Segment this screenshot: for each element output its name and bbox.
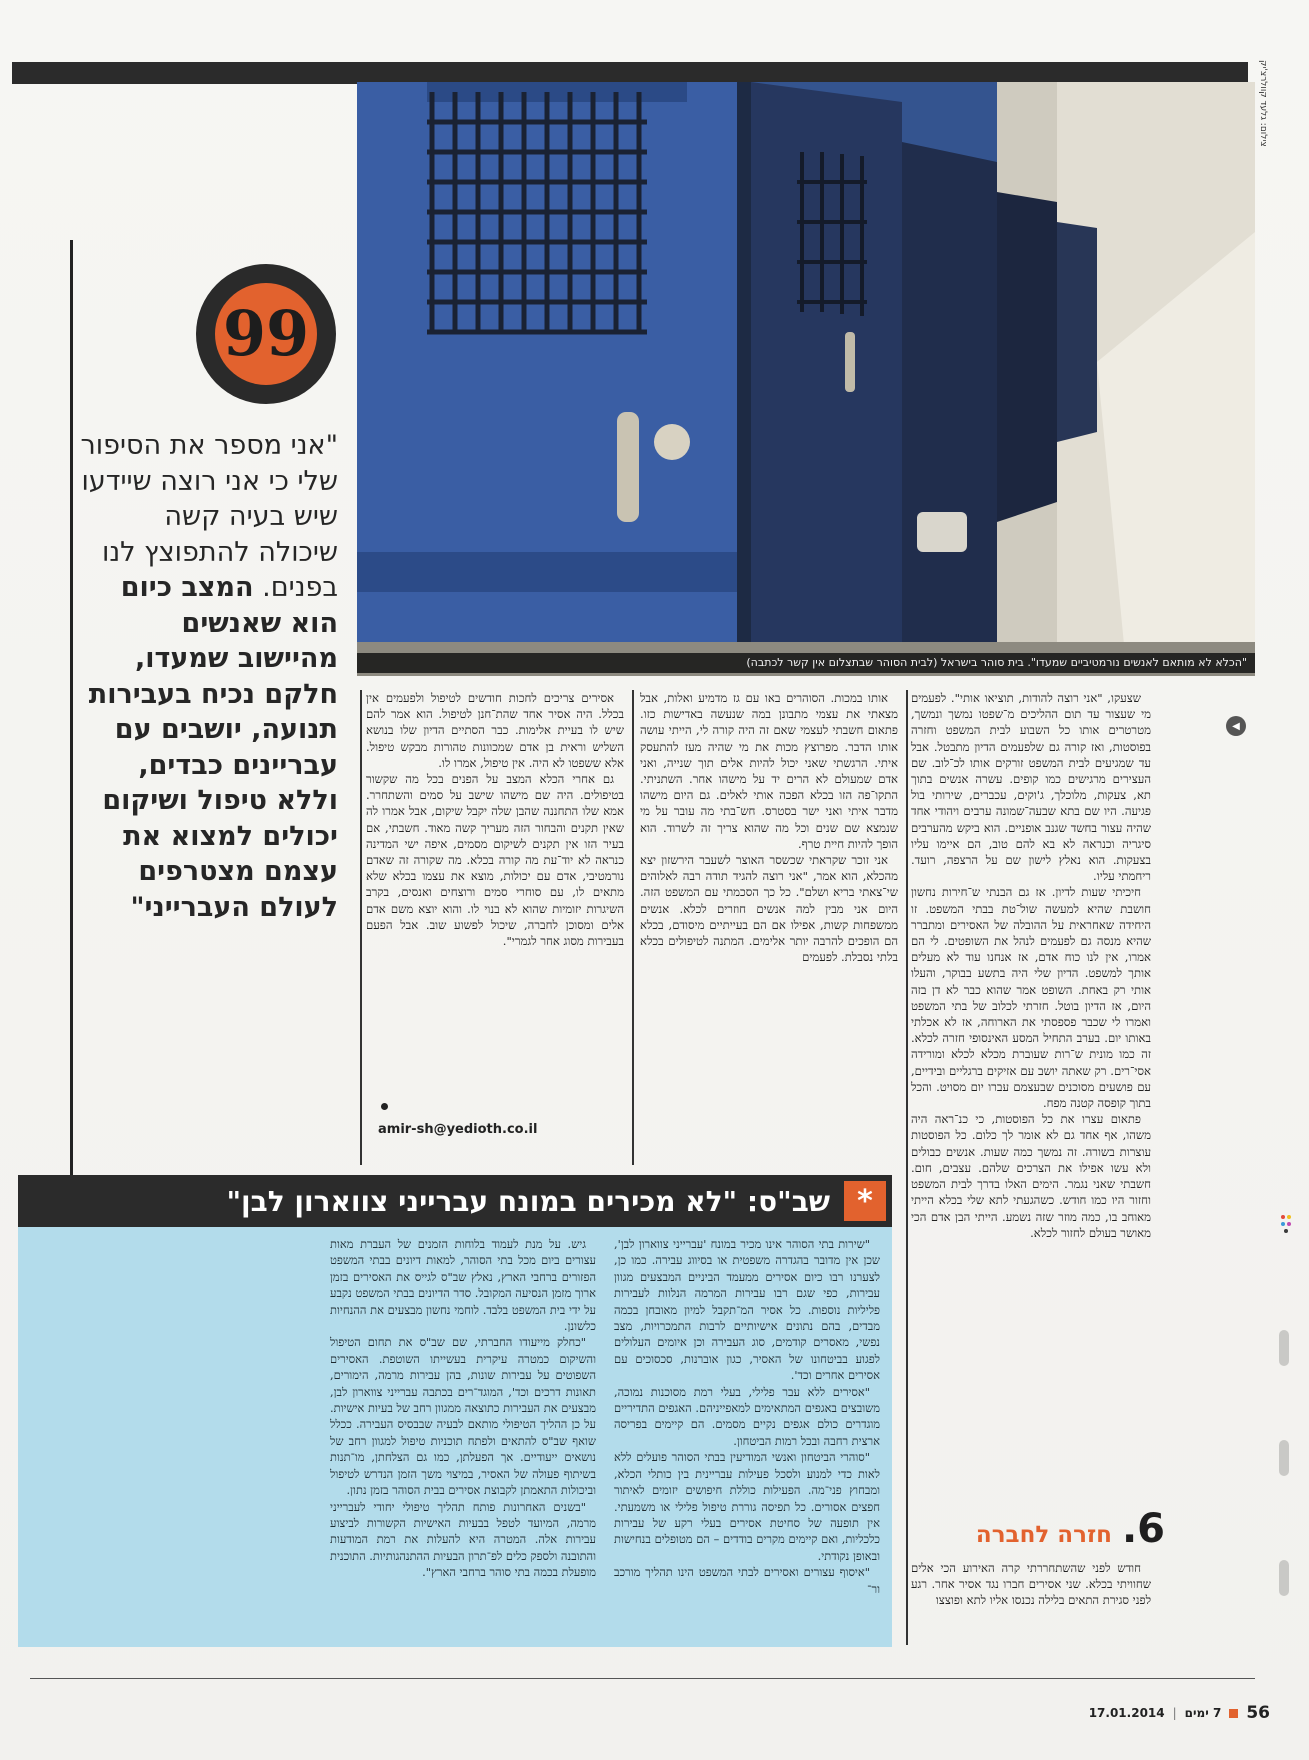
footer-separator: |: [1172, 1706, 1177, 1720]
page-footer: [1030, 1702, 1270, 1724]
article-paragraph: שצעקו, "אני רוצה להודות, תוציאו אותי". לפעמים מי שעצור עד תום ההליכים מ־שפטו נמשך ונמשך, מטרטרים אותו כל השבוע לבית המשפט וחזרה בפוסטות, ואז קורה גם שלפעמים הדיון מתבטל. אבל עד שמגיעים לבית המשפט זורקים אותו לכ־לוב. שם העצירים מרגישים כמו קופים. עשרה אנשים בתוך תא, צעקות, מלוכלך, ג'וקים, עכברים, שירותי בול פגיעה. היו שם בתא שבעה־שמונה ערבים ויהודי אחד שהיה עצור בחשד שגנב אופניים. הוא ביקש מהערבים סיגריה וכנראה לא בא להם טוב, הם איימו עליו בצעקות. הוא נאלץ לישון שם על הרצפה, רועד. ריחמתי עליו.: [911, 691, 1151, 884]
photo-caption: "הכלא לא מותאם לאנשים נורמטיביים שמעדו". בית סוהר בישראל (לבית הסוהר שבתצלום אין קשר לכתבה): [357, 653, 1255, 673]
article-column-2: [640, 690, 898, 1140]
article-paragraph: גם אחרי הכלא המצב על הפנים בכל מה שקשור בטיפולים. היה שם מישהו שישב על סמים והשתחרר. אמא שלו התחננה שהבן שלה יקבל שיקום, אבל אמרו לה שאין תקנים והבחור הזה מעריך קשה מאוד. חשבתי, אם בעיר הזו אין תקנים לשיקום מסמים, איפה ישי המדינה כנראה לא יוד־עת מה קורה בכלא. מה שקורה זה שאדם נורמטיבי, אדם עם יכולות, מוצא את עצמו בכלא שלא מתאים לו, עם סוחרי סמים ורוצחים ואנסים, בקרב השיגרות יזומיות שהוא לא בנוי לו. והוא יוצא משם אדם אלים ומסוכן לחברה, שיכול לפשוע שוב. אבל הפעם בעבירות מסוג אחר לגמרי".: [366, 772, 624, 949]
magazine-name: 7 ימים: [1184, 1706, 1222, 1720]
photo-illustration: [357, 82, 1255, 676]
edge-mark: [1279, 1560, 1289, 1596]
top-bar: [12, 62, 1248, 84]
column-rule: [360, 690, 362, 1165]
sidebar-column-1: [614, 1236, 880, 1636]
sidebar-paragraph: "שירות בתי הסוהר אינו מכיר במונח 'עברייני צווארון לבן', שכן אין מדובר בהגדרה משפטית או בסיווג עבירה. כמו כן, לצערנו רבו כיום אסירים ממעמד הביניים המבצעים מגוון עבירות, כפי שגם רבו עבירות המרמה הנלוות לעבירות פליליות נוספות. כל אסיר המ־תקבל למיון מאובחן בכמה מבדים, בהם נתונים אישיותיים לרבות התמכרויות, מצב נפשי, מאסרים קודמים, סוג העבירה וכן איומים העלולים לפגוע בביטחונו של האסיר, כגון אוברנות, סכסוכים עם אסירים אחרים וכד'.: [614, 1237, 880, 1383]
article-paragraph: פתאום עצרו את כל הפוסטות, כי כנ־ראה היה משהו, אף אחד גם לא אומר לך כלום. כל הפוסטות עוצרות בשורה. זה נמשך כמה שעות. אנשים כבולים ולא עשו אפילו את הצרכים שלהם. עצבים, חום. חשבתי שאני נגמר. הימים האלו בדרך לבית המשפט וחזור היו כמו חודש. כשהגעתי לתא שלי בכלא הייתי מאוחב בו, כמה מוזר שזה נשמע. הייתי הבן אדם הכי מאושר בעולם לחזור לכלא.: [911, 1112, 1151, 1240]
square-icon: [1229, 1709, 1238, 1718]
edge-mark: [1279, 1440, 1289, 1476]
section-body: [911, 1560, 1151, 1660]
article-paragraph: אסירים צריכים לחכות חודשים לטיפול ולפעמים אין בכלל. היה אסיר אחד שהת־חנן לטיפול. הוא אמר להם שיש לו בעיית אלימות. כבר הסתיים הדיון שלו בנושא השליש וראית בן אדם שמכוונות טהורות מבקש טיפול. אלא ששפטו לא היה. אין טיפול, אמרו לו.: [366, 691, 624, 770]
article-paragraph: אני זוכר שקראתי שכשסר האוצר לשעבר הירשזון יצא מהכלא, הוא אמר, "אני רוצה להגיד תודה רבה לאלוהים שי־צאתי בריא ושלם". כל כך הסכמתי עם המשפט הזה. היום אני מבין למה אנשים חוזרים לכלא. אנשים ממשפחות קשות, אפילו אם הם בעייתיים מיסודם, בכלא הם הופכים להרבה יותר אלימים. המתנה לטיפולים בכלא בלתי נסבלת. לפעמים: [640, 853, 898, 965]
sidebar-paragraph: "סוהרי הביטחון ואנשי המודיעין בבתי הסוהר פועלים ללא לאות כדי למנוע ולסכל פעילות עבריינית בין כותלי הכלא, ומבחוץ פני־מה. הפעילות כוללת חיפושים יזומים לאיתור חפצים אסורים. כל תפיסה גוררת טיפול פלילי או משמעתי. אין תופעה של סחיטת אסירים בעלי רקע של עבירות כלכליות, ואם קיימים מקרים בודדים – הם מטופלים בנחישות ובאופן נקודתי.: [614, 1450, 880, 1563]
sidebar-header: [18, 1175, 892, 1227]
article-column-1: [911, 690, 1151, 1540]
registration-dots-icon: [1281, 1215, 1295, 1235]
issue-date: 17.01.2014: [1088, 1706, 1165, 1720]
sidebar-column-3: [40, 1236, 312, 1636]
footer-rule: [30, 1678, 1255, 1679]
play-icon: ◀: [1226, 716, 1246, 736]
sidebar-paragraph: "אסירים ללא עבר פלילי, בעלי רמת מסוכנות נמוכה, משובצים באגפים המתאימים למאפייניהם. האגפים התדיריים מוגדרים כולם אגפים נקיים מסמים. הם קיימים בפריסה ארצית רחבה ובכל רמות הביטחון.: [614, 1384, 880, 1448]
section-title: חזרה לחברה: [975, 1522, 1112, 1548]
quote-badge: [196, 264, 336, 404]
article-column-3: [366, 690, 624, 1110]
sidebar-paragraph: "כחלק מייעודו החברתי, שם שב"ס את תחום הטיפול והשיקום כמטרה עיקרית בעשייתו השוטפת. האסירים השפוטים על עבירות שונות, בהן עבירות מרמה, הימורים, תאונות דרכים וכד', המוגד־רים בכתבה עברייני צווארון לבן, מבצעים את העבירות כתוצאה ממגוון רחב של בעיות אישיות. על כן ההליך הטיפולי מותאם לבעיה שבבסיס העבירה. ככלל שואף שב"ס להתאים ולפתח תוכניות טיפול למגוון רחב של נושאים ייעודיים. אך הפעלתן, כמו גם הצלחתן, מו־תנות בשיתוף פעולה של האסיר, במיצוי משך הזמן הנדרש לטיפול וביכולות התאמתן לקבוצת אסירים בבית הסוהר בזמן נתון.: [330, 1335, 596, 1498]
article-paragraph: חיכיתי שעות לדיון. אז גם הבנתי ש־חירות נחשון חושבת שהיא למעשה שול־טת בבתי המשפט. זו היחידה שאחראית על ההובלה של האסירים ומתברר שהיא מנסה גם לפעמים לנהל את השופטים. לי הם אמרו, אין לנו כוח אדם, אז אנחנו עוד לא מעלים אותך למשפט. הדיון שלי היה בתשע בבוקר, והעלו אותי רק באחת. השופט אמר שהוא כבר לא דן בזה היום, אז הדיון בוטל. חזרתי לכלוב של בתי המשפט ואמרו לי שכבר פספסתי את הארוחה, אז לא אכלתי באותו יום. בערב התחיל המסע האינסופי חזרה לכלא. זה כמו מונית ש־רות שעוברת מכלא לכלא ומורידה אסי־רים. רק שאתה יושב עם אזיקים ברגליים ובידיים, עם פושעים מסוכנים שבעצמם עברו יום מסויט. והכל בתוך קופסה קטנה מפח.: [911, 885, 1151, 1111]
article-paragraph: אותו במכות. הסוהרים באו עם גז מדמיע ואלות, אבל מצאתי את עצמי מתבונן במה שנעשה באדישות כזו. פתאום חשבתי לעצמי שאם זה היה קורה לי, הייתי עושה אותו הדבר. מפרוצץ מכות את מי שהיה מעז להתעסק איתי. הרגשתי שאני יכול להיות אלים תוך שנייה, ואני אדם שמעולם לא הרים יד על מישהו אחר. השתניתי. התקו־פה הזו בכלא הפכה אותי לאלים. גם היום מישהו מדבר איתי ואני ישר בסטרס. חש־בתי מה עובר על מי שנמצא שם שנים וכל מה שהוא צריך זה לשרוד. הוא הופך להיות חיית טרף.: [640, 691, 898, 851]
sidebar-paragraph: גיש. על מנת לעמוד בלוחות הזמנים של העברת מאות עצורים ביום מכל בתי הסוהר, למאות דיונים בבתי המשפט הפזורים ברחבי הארץ, נאלץ שב"ס לגייס את האסירים בזמן ארוך מזמן הנסיעה המקובל. סדר הדיונים בבתי המשפט נקבע על ידי בית המשפט בלבד. לוחמי נחשון מבצעים את ההנחיות כלשונן.: [330, 1237, 596, 1334]
page-number: 56: [1246, 1703, 1270, 1723]
quote-icon: 99: [215, 283, 317, 385]
pull-quote: [80, 428, 338, 925]
sidebar-title: שב"ס: "לא מכירים במונח עברייני צווארון לבן": [226, 1184, 830, 1218]
pull-quote-line-1: "אני מספר את הסיפור שלי כי אני רוצה שיידעו שיש בעיה קשה שיכולה להתפוצץ לנו בפנים.: [80, 430, 338, 603]
photo-credit: צילום: גלעד קוולרצ'יק: [1258, 60, 1268, 147]
section-heading: [915, 1506, 1165, 1552]
end-mark: [381, 1103, 388, 1110]
pull-quote-rule: [70, 240, 73, 1175]
column-rule: [906, 690, 908, 1645]
column-rule: [632, 690, 634, 1165]
section-paragraph: חודש לפני שהשתחררתי קרה האירוע הכי אלים שחוויתי בכלא. שני אסירים חברו נגד אסיר אחר. רגע לפני סגירת התאים בלילה נכנסו אליו לתא ופוצצו: [911, 1561, 1151, 1608]
prison-doors-photo: [357, 82, 1255, 676]
section-number: 6.: [1121, 1506, 1165, 1552]
sidebar-paragraph: "בשנים האחרונות פותח תהליך טיפולי יחודי לעברייני מרמה, המיועד לטפל בבעיות האישיות הקשורות לביצוע עבירות אלה. המטרה היא להעלות את רמת המודעות והתובנה ולספק כלים לפ־תרון הבעיות ההתנהגותיות. התוכנית מופעלת בכמה בתי סוהר ברחבי הארץ".: [330, 1499, 596, 1580]
pull-quote-line-2: המצב כיום הוא שאנשים מהיישוב שמעדו, חלקם נכיח בעבירות תנועה, יושבים עם עבריינים כבדים, וללא טיפול ושיקום יכולים למצוא את עצמם מצטרפים לעולם העברייני": [88, 572, 338, 923]
edge-mark: [1279, 1330, 1289, 1366]
sidebar-paragraph: "איסוף עצורים ואסירים לבתי המשפט הינו תהליך מורכב ור־: [614, 1565, 880, 1596]
star-icon: *: [844, 1181, 886, 1221]
sidebar-column-2: [330, 1236, 596, 1636]
author-email: amir-sh@yedioth.co.il: [378, 1122, 538, 1137]
